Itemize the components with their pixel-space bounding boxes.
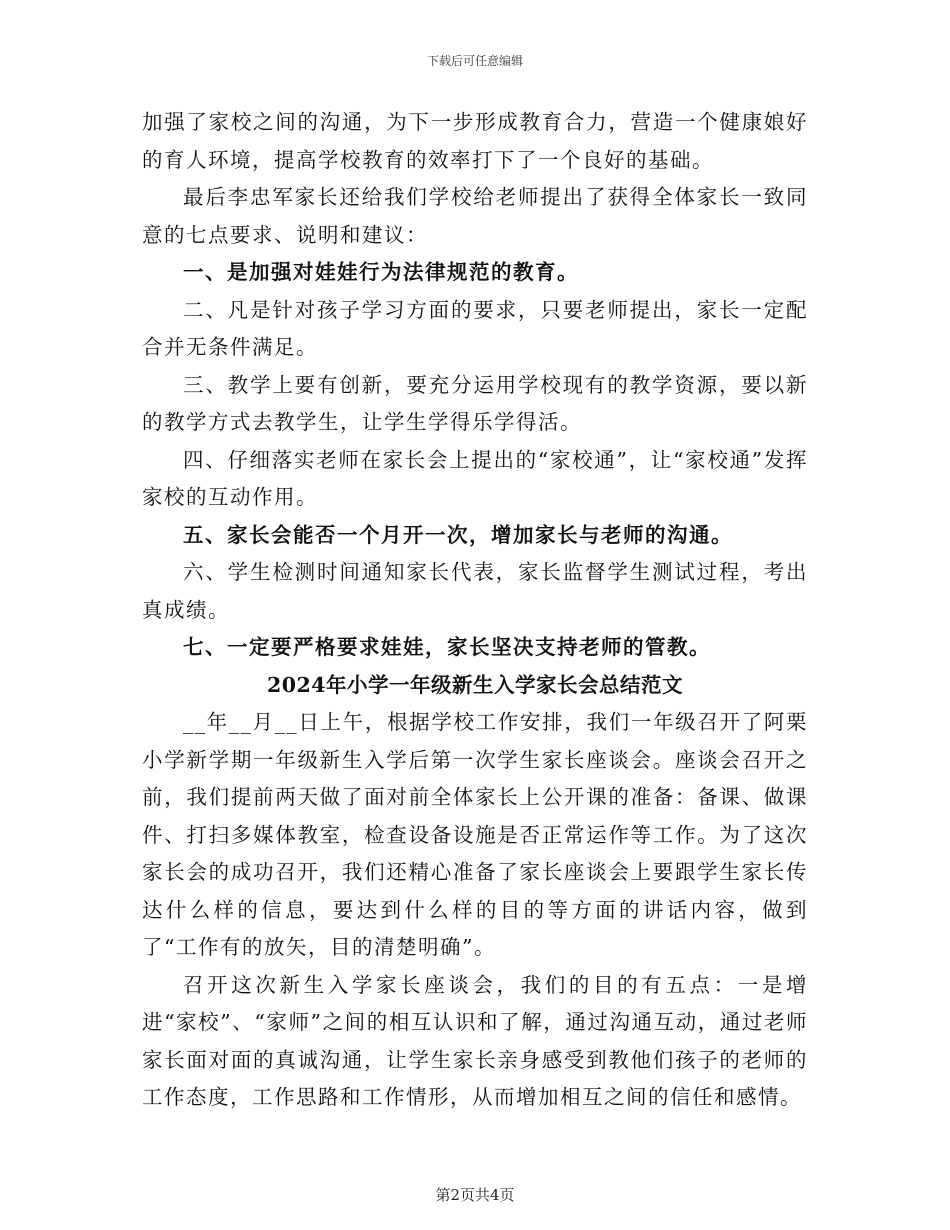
section-title: 2024年小学一年级新生入学家长会总结范文 bbox=[266, 672, 684, 697]
request-item-5: 五、家长会能否一个月开一次，增加家长与老师的沟通。 bbox=[183, 522, 733, 547]
page-header-note: 下载后可任意编辑 bbox=[426, 54, 523, 68]
paragraph-continuation: 加强了家校之间的沟通，为下一步形成教育合力，营造一个健康娘好的育人环境，提高学校教育的效率打下了一个良好的基础。 bbox=[142, 110, 808, 172]
request-item-2: 二、凡是针对孩子学习方面的要求，只要老师提出，家长一定配合并无条件满足。 bbox=[142, 297, 808, 359]
request-item-6: 六、学生检测时间通知家长代表，家长监督学生测试过程，考出真成绩。 bbox=[142, 560, 808, 622]
request-item-1: 一、是加强对娃娃行为法律规范的教育。 bbox=[183, 260, 579, 284]
page-number: 第2页共4页 bbox=[435, 1186, 515, 1204]
request-item-3: 三、教学上要有创新，要充分运用学校现有的教学资源，要以新的教学方式去教学生，让学生学得乐学得活。 bbox=[142, 372, 808, 434]
request-item-7: 七、一定要严格要求娃娃，家长坚决支持老师的管教。 bbox=[183, 635, 711, 659]
paragraph-requests-intro: 最后李忠军家长还给我们学校给老师提出了获得全体家长一致同意的七点要求、说明和建议： bbox=[142, 185, 808, 247]
request-item-4: 四、仔细落实老师在家长会上提出的“家校通”，让“家校通”发挥家校的互动作用。 bbox=[142, 447, 808, 509]
document-body bbox=[142, 104, 808, 1117]
section-paragraph-1: __年__月__日上午，根据学校工作安排，我们一年级召开了阿栗小学新学期一年级新生入学后第一次学生家长座谈会。座谈会召开之前，我们提前两天做了面对前全体家长上公开课的准备：备课、做课件、打扫多媒体教室，检查设备设施是否正常运作等工作。为了这次家长会的成功召开，我们还精心准备了家长座谈会上要跟学生家长传达什么样的信息，要达到什么样的目的等方面的讲话内容，做到了“工作有的放矢，目的清楚明确”。 bbox=[142, 710, 808, 959]
section-paragraph-2: 召开这次新生入学家长座谈会，我们的目的有五点：一是增进“家校”、“家师”之间的相互认识和了解，通过沟通互动，通过老师家长面对面的真诚沟通，让学生家长亲身感受到教他们孩子的老师的工作态度，工作思路和工作情形，从而增加相互之间的信任和感情。 bbox=[142, 972, 808, 1109]
